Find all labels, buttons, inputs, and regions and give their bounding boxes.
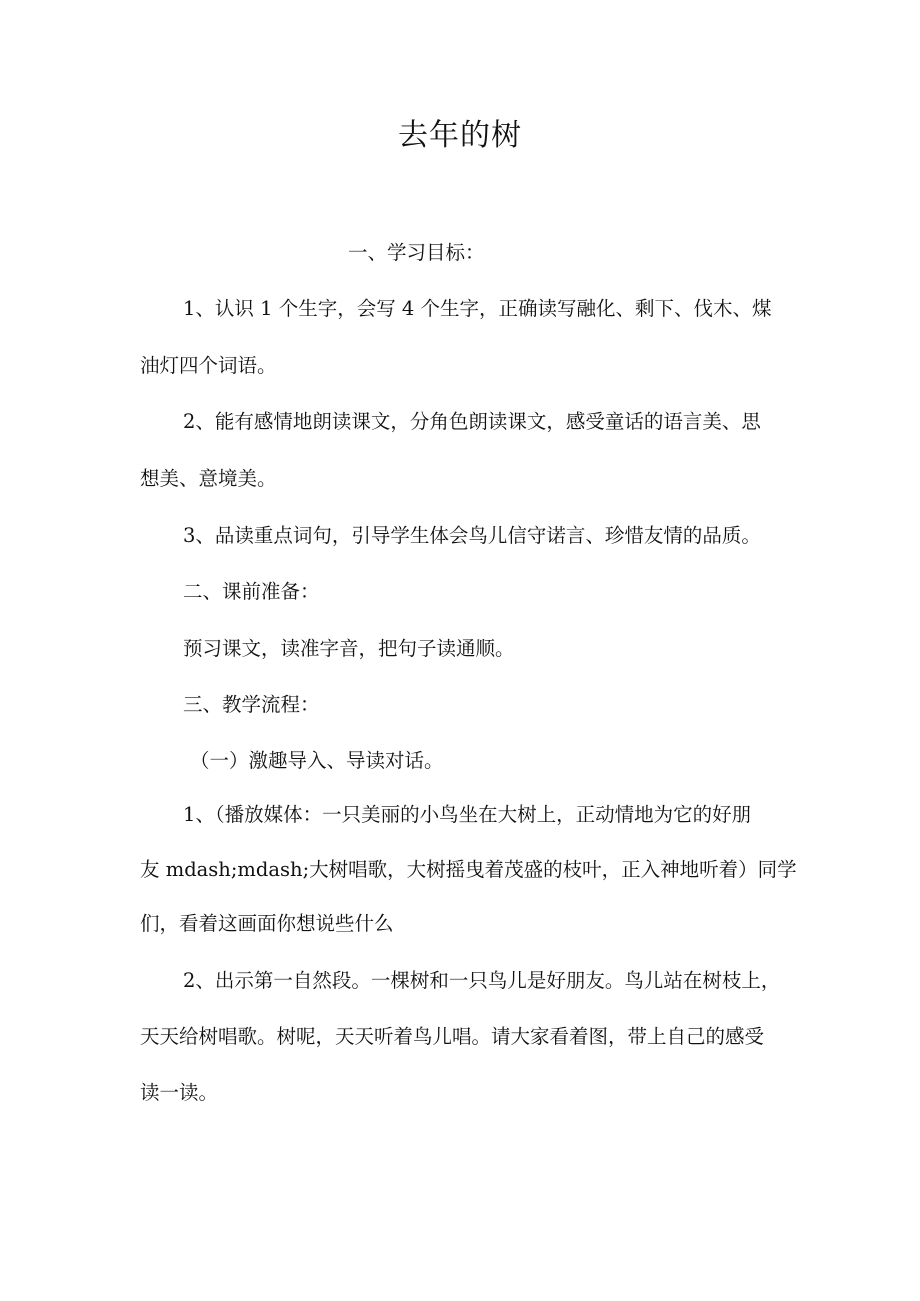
section-heading-objectives: 一、学习目标：: [348, 241, 485, 264]
preparation-text: 预习课文，读准字音，把句子读通顺。: [183, 637, 515, 660]
process-subheading-1: （一）激趣导入、导读对话。: [190, 749, 444, 772]
section-heading-process: 三、教学流程：: [183, 693, 320, 716]
step-1-line-1: 1、（播放媒体：一只美丽的小鸟坐在大树上，正动情地为它的好朋: [183, 803, 752, 826]
objective-1-line-1: 1、认识 1 个生字，会写 4 个生字，正确读写融化、剩下、伐木、煤: [183, 297, 772, 320]
step-2-line-3: 读一读。: [140, 1081, 219, 1104]
step-2-line-1: 2、出示第一自然段。一棵树和一只鸟儿是好朋友。鸟儿站在树枝上，: [183, 969, 781, 992]
objective-3: 3、品读重点词句，引导学生体会鸟儿信守诺言、珍惜友情的品质。: [183, 524, 761, 547]
section-heading-preparation: 二、课前准备：: [183, 580, 320, 603]
objective-1-line-2: 油灯四个词语。: [140, 354, 277, 377]
objective-2-line-1: 2、能有感情地朗读课文，分角色朗读课文，感受童话的语言美、思: [183, 410, 761, 433]
step-1-line-2: 友 mdash;mdash;大树唱歌，大树摇曳着茂盛的枝叶，正入神地听着）同学: [140, 858, 797, 881]
step-2-line-2: 天天给树唱歌。树呢，天天听着鸟儿唱。请大家看着图，带上自己的感受: [140, 1025, 765, 1048]
objective-2-line-2: 想美、意境美。: [140, 467, 277, 490]
step-1-line-3: 们，看着这画面你想说些什么: [140, 912, 394, 935]
document-title: 去年的树: [398, 118, 522, 153]
